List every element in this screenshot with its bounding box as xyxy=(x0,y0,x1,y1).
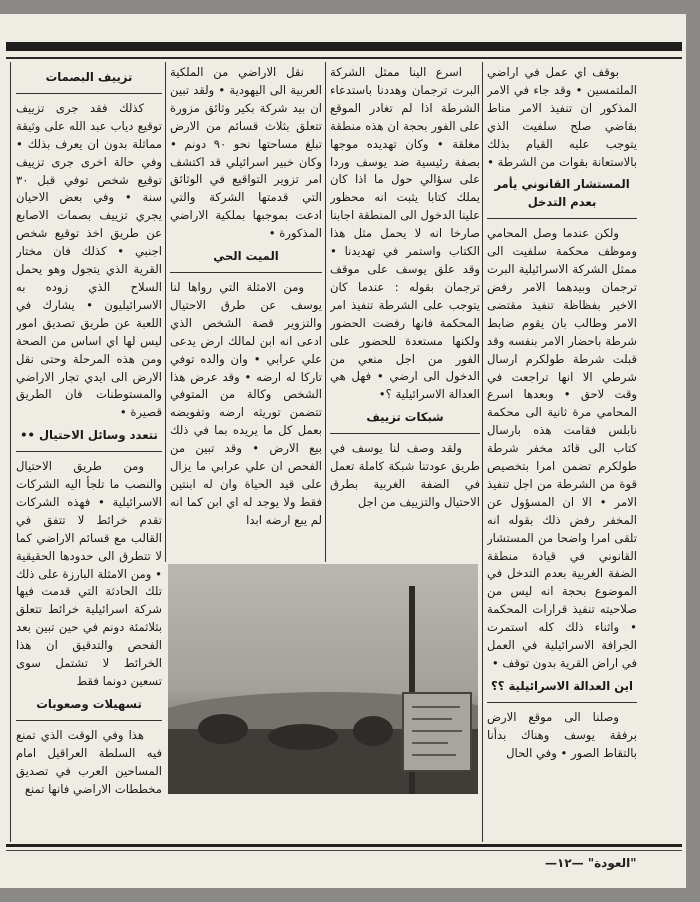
heading-rule xyxy=(487,218,637,219)
section-heading: تسهيلات وصعوبات xyxy=(36,696,142,711)
article-column-1 xyxy=(487,64,637,840)
footer-rule xyxy=(6,844,682,847)
column-divider xyxy=(325,62,326,562)
section-heading: تتعدد وسائل الاحتيال •• xyxy=(20,428,158,443)
column-divider xyxy=(165,62,166,562)
article-paragraph: ولكن عندما وصل المحامي وموظف محكمة سلفيت الى ممثل الشركة الاسرائيلية البرت ترجمان وبيدهما الامر رفض الاخير بفظاظة تنفيذ مقتضى الامر وطالب بان يقوم ضابط شرطة باحضار الامر بنفسه وقد قبلت شرطة طولكرم ارسال شرطي الا انها تراجعت في وقت لاحق • وبعدها اسرع المحامي مرة ثانية الى محكمة نابلس فقامت هذه بارسال كتاب الى قائد مخفر شرطة طولكرم تضمن امرا بتخصيص قوة من الشرطة من اجل تنفيذ الامر • الا ان المسؤول عن المخفر رفض ذلك بقوله انه تلقى امرا واضحا من المستشار القانوني في قيادة منطقة الضفة الغربية بعدم التدخل في الموضوع بحجة انه ليس من صلاحيته تنفيذ قرارات المحكمة • واثناء ذلك كله استمرت الجرافة الاسرائيلية في العمل في اراض القرية بدون توقف • xyxy=(487,226,637,670)
article-paragraph: ولقد وصف لنا يوسف في طريق عودتنا شبكة كاملة تعمل في الضفة الغربية بطرق الاحتيال والتزييف من اجل xyxy=(330,441,480,509)
article-paragraph: ومن طريق الاحتيال والنصب ما تلجأ اليه الشركات الاسرائيلية • فهذه الشركات تقدم خرائط لا تتفق في القالب مع قسائم الاراضي كما لا تتطرق الى حدودها الحقيقية • ومن الامثلة البارزة على ذلك تلك الحادثة التي قدمت فيها شركة اسرائيلية خرائط تتعلق بثلاثمئة دونم في حين تبين بعد الفحص والتدقيق ان هذا الخرائط لا تشتمل سوى تسعين دونما فقط xyxy=(16,459,162,688)
page-footer: "العودة" —١٢— xyxy=(545,856,637,870)
article-column-3 xyxy=(170,64,322,560)
section-heading: تزييف البصمات xyxy=(45,70,133,84)
article-paragraph: هذا وفي الوقت الذي تمنع فيه السلطة العراقيل امام المساحين العرب في تصديق مخططات الاراضي فانها تمنع xyxy=(16,727,162,796)
section-heading: شبكات تزييف xyxy=(366,410,444,425)
footer-rule-thin xyxy=(6,850,682,851)
heading-rule xyxy=(330,433,480,434)
heading-rule xyxy=(16,93,162,94)
heading-rule xyxy=(16,720,162,721)
article-column-4 xyxy=(16,64,162,840)
article-paragraph: بوقف اي عمل في اراضي الملتمسين • وقد جاء في الامر المذكور ان تنفيذ الامر مناط بقاضي صلح سلفيت الذي يتوجب عليه القيام بذلك بالاستعانة بقوات من الشرطة • xyxy=(487,65,637,169)
article-paragraph: كذلك فقد جرى تزييف توقيع دياب عبد الله على وثيقة مماثلة بدون ان يعرف بذلك • وفي حالة اخرى جرى تزييف توقيع شخص توفي قبل ٣٠ سنة • وفي بعض الاحيان يجري تزييف بصمات الاصابع عن طريق اخذ توقيع شخص اجنبي • كذلك فان مختار القرية الذي يتجول وهو يحمل السلاح الذي زوده به الاسرائيليون • يشارك في اللعبة عن طريق تصديق امور ليس لها اي اساس من الصحة ومن هذه المرحلة وحتى نقل الارض الى ايدي تجار الاراضي والمستوطنات فان الطريق قصيرة • xyxy=(16,100,162,420)
column-divider xyxy=(10,62,11,842)
article-paragraph: اسرع الينا ممثل الشركة البرت ترجمان وهددنا باستدعاء الشرطة اذا لم تغادر الموقع على الفور بحجة ان هذه منطقة مغلقة • وكان تهديده موجها بصفة رئيسية ضد يوسف وردا على سؤالي حول ما اذا كان يملك كتابا يثبت انه محظور علينا الدخول الى المنطقة اجابنا صارخا انه لا يحمل مثل هذا الكتاب واستمر في تهديدنا • وقد علق يوسف على موقف ترجمان بقوله : عندما كان يتوجب على الشرطة تنفيذ امر المحكمة فانها رفضت الحضور ولكنها مستعدة للحضور على الفور من اجل منعي من الدخول الى ارضي • فهل هي العدالة الاسرائيلية ؟• xyxy=(330,65,480,402)
article-paragraph: نقل الاراضي من الملكية العربية الى اليهودية • ولقد تبين ان بيد شركة بكير وثائق مزورة تتعلق بثلاث قسائم من الارض تبلغ مساحتها نحو ٩٠ دونم • وكان خبير اسرائيلي قد اكتشف امر تزوير التواقيع في الوثائق التي قدمتها الشركة والتي ادعت بموجبها بملكية الاراضي المذكورة • xyxy=(170,65,322,241)
header-rule-thin xyxy=(6,57,682,59)
column-divider xyxy=(482,62,483,842)
section-heading: اين العدالة الاسرائيلية ؟؟ xyxy=(490,678,634,693)
article-column-2 xyxy=(330,64,480,560)
article-paragraph: وصلنا الى موقع الارض برفقة يوسف وهناك بدأنا بالتقاط الصور • وفي الحال xyxy=(487,709,637,760)
article-photo xyxy=(168,564,478,794)
heading-rule xyxy=(487,702,637,703)
heading-rule xyxy=(16,451,162,452)
section-heading: المستشار القانوني يأمر بعدم التدخل xyxy=(494,177,630,210)
article-paragraph: ومن الامثلة التي رواها لنا يوسف عن طرق الاحتيال والتزوير قصة الشخص الذي ادعى انه ابن لمالك ارض يدعى علي عرابي • وان والده توفي تاركا له ارضه • وقد عرض هذا الشخص وكالة من المتوفي تتضمن توريثه ارضه وتفويضه بعمل كل ما يريده بما في ذلك بيع الارض • وقد تبين من الفحص ان علي عرابي ما يزال على قيد الحياة وان له ابنتين فقط ولا يوجد له اي ابن كما انه لم يبع ارضه ابدا xyxy=(170,279,322,527)
header-rule xyxy=(6,42,682,51)
heading-rule xyxy=(170,272,322,273)
section-heading: الميت الحي xyxy=(213,249,279,264)
